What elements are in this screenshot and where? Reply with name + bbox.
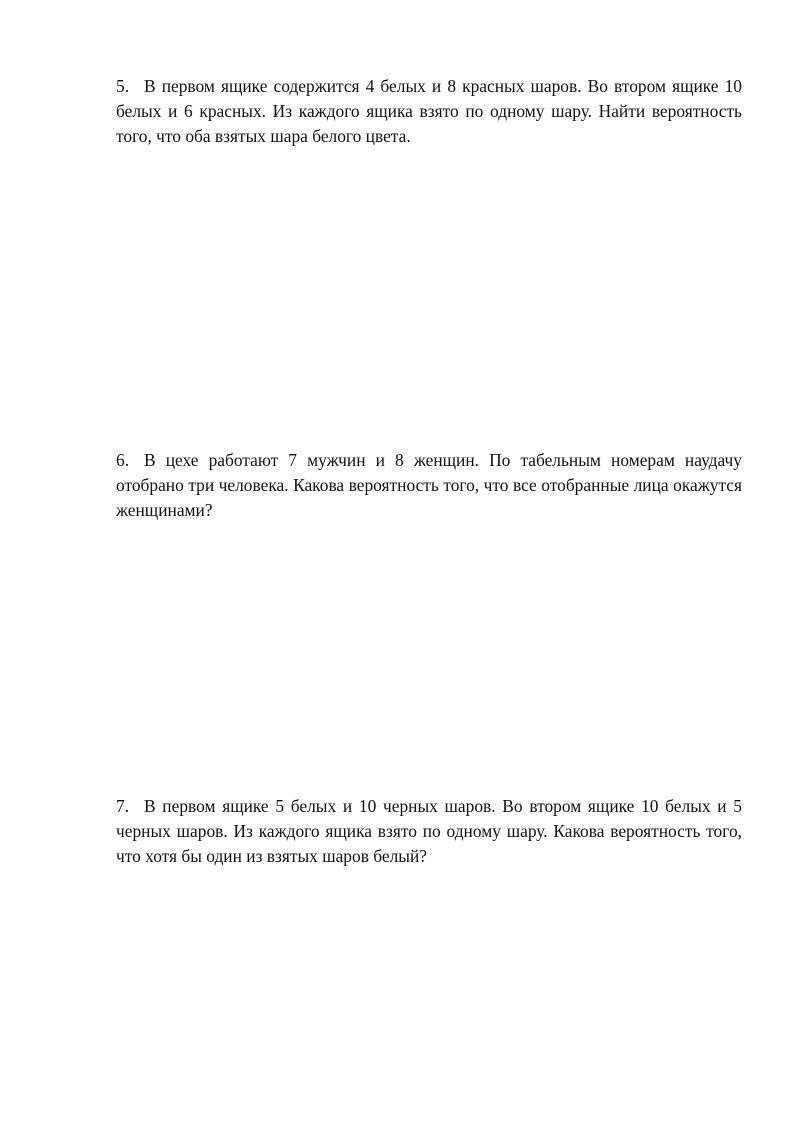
problem-number: 6.: [116, 450, 130, 470]
problem-6: [116, 448, 742, 523]
problem-text: В первом ящике 5 белых и 10 черных шаров. Во втором ящике 10 белых и 5 черных шаров. Из каждого ящика взято по одному шару. Какова вероятность того, что хотя бы один из взятых шаров белый?: [116, 796, 742, 866]
problem-text: В цехе работают 7 мужчин и 8 женщин. По табельным номерам наудачу отобрано три человека. Какова вероятность того, что все отобранные лица окажутся женщинами?: [116, 450, 742, 520]
problem-number: 7.: [116, 796, 130, 816]
problem-5: [116, 74, 742, 149]
problem-number: 5.: [116, 76, 130, 96]
problem-7: [116, 794, 742, 869]
problem-text: В первом ящике содержится 4 белых и 8 красных шаров. Во втором ящике 10 белых и 6 красных. Из каждого ящика взято по одному шару. Найти вероятность того, что оба взятых шара белого цвета.: [116, 76, 742, 146]
